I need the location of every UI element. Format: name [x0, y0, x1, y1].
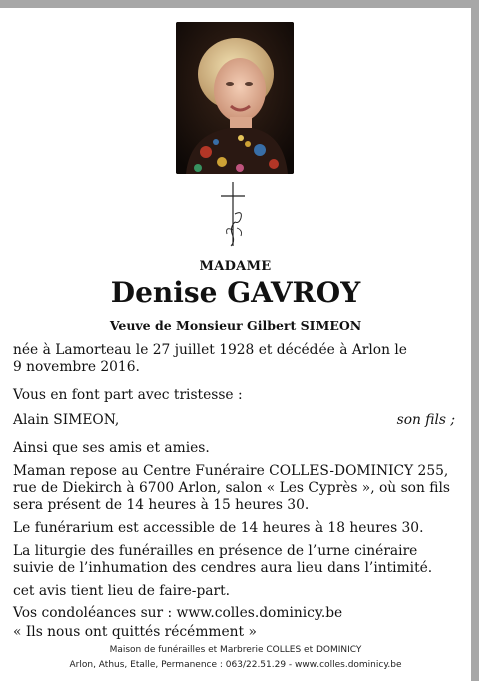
family-role: son fils ; [396, 412, 455, 428]
cross-with-rose-icon [213, 180, 253, 250]
announce-text: Vous en font part avec tristesse : [13, 387, 243, 403]
birth-line-1: née à Lamorteau le 27 juillet 1928 et décédée à Arlon le [13, 342, 407, 358]
deceased-name: Denise GAVROY [110, 276, 361, 309]
honorific: MADAME [199, 259, 272, 274]
portrait-illustration [176, 22, 294, 174]
repose-line-3: sera présent de 14 heures à 15 heures 30. [13, 497, 310, 513]
widow-of: Veuve de Monsieur Gilbert SIMEON [109, 318, 362, 333]
friends-text: Ainsi que ses amis et amies. [13, 440, 210, 456]
faire-part-text: cet avis tient lieu de faire-part. [13, 583, 231, 599]
liturgy-line-2: suivie de l’inhumation des cendres aura lieu dans l’intimité. [13, 560, 433, 576]
birth-line-2: 9 novembre 2016. [13, 359, 140, 375]
repose-line-1: Maman repose au Centre Funéraire COLLES-DOMINICY 255, [13, 463, 449, 479]
portrait-photo [176, 22, 294, 174]
hours-text: Le funérarium est accessible de 14 heures à 18 heures 30. [13, 520, 424, 536]
obituary-card [0, 8, 471, 681]
footer-line-1: Maison de funérailles et Marbrerie COLLES et DOMINICY [109, 645, 362, 655]
quote-text: « Ils nous ont quittés récémment » [13, 624, 257, 640]
repose-line-2: rue de Diekirch à 6700 Arlon, salon « Les Cyprès », où son fils [13, 480, 450, 496]
condolences-text: Vos condoléances sur : www.colles.dominicy.be [13, 605, 343, 621]
liturgy-line-1: La liturgie des funérailles en présence de l’urne cinéraire [13, 543, 418, 559]
footer-line-2: Arlon, Athus, Etalle, Permanence : 063/22.51.29 - www.colles.dominicy.be [69, 660, 402, 670]
family-member: Alain SIMEON, [13, 412, 120, 428]
